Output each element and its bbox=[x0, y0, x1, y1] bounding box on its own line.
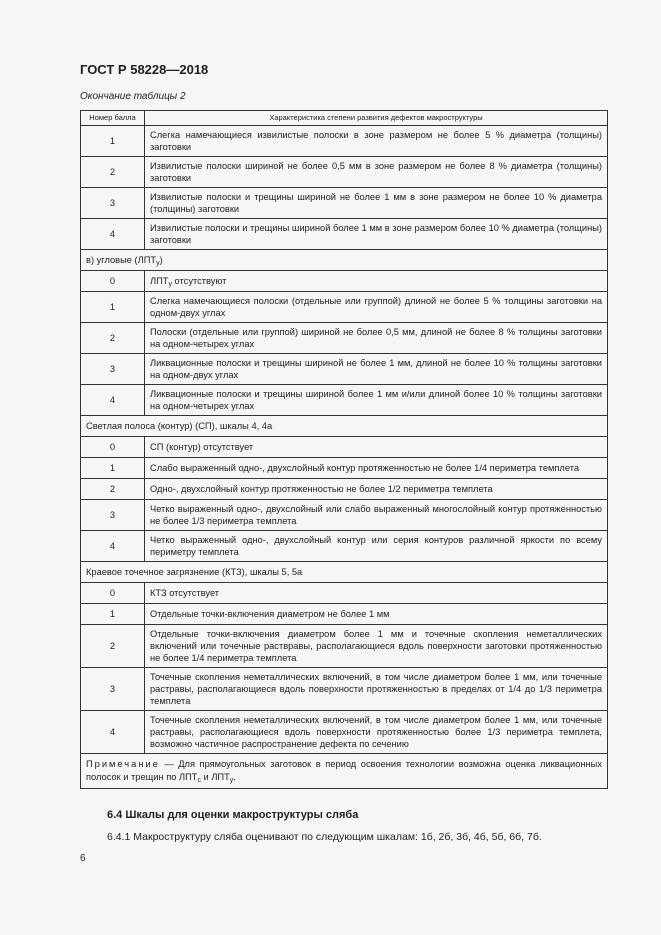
score-cell: 0 bbox=[81, 437, 145, 458]
description-cell: Извилистые полоски шириной не более 0,5 мм в зоне размером не более 8 % диаметра (толщины) заготовки bbox=[145, 157, 608, 188]
score-cell: 3 bbox=[81, 188, 145, 219]
score-cell: 4 bbox=[81, 385, 145, 416]
description-cell: Четко выраженный одно-, двухслойный или слабо выраженный многослойный контур протяженностью не более 1/3 периметра темплета bbox=[145, 500, 608, 531]
table-note: Примечание — Для прямоугольных заготовок в период освоения технологии возможна оценка ликвационных полосок и трещин по $ЛПТ_с$ и $ЛПТ_у$. bbox=[81, 754, 608, 789]
score-cell: 1 bbox=[81, 126, 145, 157]
section-row-edge-contamination bbox=[81, 562, 608, 583]
table-row bbox=[81, 458, 608, 479]
column-header-description: Характеристика степени развития дефектов макроструктуры bbox=[145, 111, 608, 126]
table-row bbox=[81, 323, 608, 354]
table-row bbox=[81, 604, 608, 625]
table-row bbox=[81, 157, 608, 188]
table-row bbox=[81, 711, 608, 754]
defects-table bbox=[80, 110, 608, 789]
score-cell: 4 bbox=[81, 219, 145, 250]
description-cell: Точечные скопления неметаллических включений, в том числе диаметром более 1 мм, или точечные растравы, располагающиеся вдоль поверхности протяженностью в пределах от 1/4 до 1/3 периметра темплета bbox=[145, 668, 608, 711]
description-cell: Точечные скопления неметаллических включений, в том числе диаметром более 1 мм, или точечные растравы, располагающиеся вдоль поверхности протяженностью более 1/3 периметра темплета, возможно частичное распространение дефекта по сечению bbox=[145, 711, 608, 754]
description-cell: Четко выраженный одно-, двухслойный контур или серия контуров различной яркости по всему периметру темплета bbox=[145, 531, 608, 562]
description-cell: Извилистые полоски и трещины шириной не более 1 мм в зоне размером не более 10 % диаметра (толщины) заготовки bbox=[145, 188, 608, 219]
table-row bbox=[81, 188, 608, 219]
description-cell: СП (контур) отсутствует bbox=[145, 437, 608, 458]
table-row bbox=[81, 531, 608, 562]
score-cell: 3 bbox=[81, 668, 145, 711]
description-cell: Слегка намечающиеся полоски (отдельные или группой) длиной не более 5 % толщины заготовки на одном-двух углах bbox=[145, 292, 608, 323]
table-note-row bbox=[81, 754, 608, 789]
section-label: Краевое точечное загрязнение (КТЗ), шкалы 5, 5а bbox=[81, 562, 608, 583]
description-cell: Ликвационные полоски и трещины шириной не более 1 мм, длиной не более 10 % толщины заготовки на одном-двух углах bbox=[145, 354, 608, 385]
description-cell: Отдельные точки-включения диаметром более 1 мм и точечные скопления неметаллических включений или точечные раствравы, располагающиеся вдоль поверхности заготовки протяженностью не более 1/4 периметра темплета bbox=[145, 625, 608, 668]
table-row bbox=[81, 583, 608, 604]
table-row bbox=[81, 219, 608, 250]
description-cell: Слегка намечающиеся извилистые полоски в зоне размером не более 5 % диаметра (толщины) заготовки bbox=[145, 126, 608, 157]
table-row bbox=[81, 437, 608, 458]
table-row bbox=[81, 271, 608, 292]
description-cell: КТЗ отсутствует bbox=[145, 583, 608, 604]
note-label: Примечание bbox=[86, 759, 160, 769]
score-cell: 0 bbox=[81, 583, 145, 604]
description-cell: Отдельные точки-включения диаметром не более 1 мм bbox=[145, 604, 608, 625]
description-cell: Ликвационные полоски и трещины шириной более 1 мм и/или длиной более 10 % толщины заготовки на одном-четырех углах bbox=[145, 385, 608, 416]
page-number: 6 bbox=[80, 853, 86, 864]
description-cell: Слабо выраженный одно-, двухслойный контур протяженностью не более 1/4 периметра темплета bbox=[145, 458, 608, 479]
section-row-light-band bbox=[81, 416, 608, 437]
document-code: ГОСТ Р 58228—2018 bbox=[80, 62, 209, 77]
score-cell: 1 bbox=[81, 292, 145, 323]
table-row bbox=[81, 500, 608, 531]
table-row bbox=[81, 479, 608, 500]
column-header-number: Номер балла bbox=[81, 111, 145, 126]
table-row bbox=[81, 625, 608, 668]
score-cell: 2 bbox=[81, 625, 145, 668]
description-cell: Полоски (отдельные или группой) шириной не более 0,5 мм, длиной не более 8 % толщины заготовки на одном-четырех углах bbox=[145, 323, 608, 354]
score-cell: 2 bbox=[81, 157, 145, 188]
score-cell: 1 bbox=[81, 604, 145, 625]
section-heading: 6.4 Шкалы для оценки макроструктуры сляба bbox=[107, 809, 359, 821]
score-cell: 4 bbox=[81, 531, 145, 562]
score-cell: 1 bbox=[81, 458, 145, 479]
paragraph: 6.4.1 Макроструктуру сляба оценивают по следующим шкалам: 1б, 2б, 3б, 4б, 5б, 6б, 7б. bbox=[107, 831, 542, 843]
description-cell: Одно-, двухслойный контур протяженностью не более 1/2 периметра темплета bbox=[145, 479, 608, 500]
score-cell: 3 bbox=[81, 500, 145, 531]
table-caption: Окончание таблицы 2 bbox=[80, 91, 186, 102]
table-row bbox=[81, 354, 608, 385]
score-cell: 2 bbox=[81, 323, 145, 354]
section-label: Светлая полоса (контур) (СП), шкалы 4, 4а bbox=[81, 416, 608, 437]
section-label: в) угловые $(ЛПТ_у)$ bbox=[81, 250, 608, 271]
section-row-corner bbox=[81, 250, 608, 271]
score-cell: 4 bbox=[81, 711, 145, 754]
score-cell: 3 bbox=[81, 354, 145, 385]
table-row bbox=[81, 385, 608, 416]
description-cell: $ЛПТ_у$ отсутствуют bbox=[145, 271, 608, 292]
table-row bbox=[81, 668, 608, 711]
score-cell: 0 bbox=[81, 271, 145, 292]
description-cell: Извилистые полоски и трещины шириной более 1 мм в зоне размером более 10 % диаметра (толщины) заготовки bbox=[145, 219, 608, 250]
score-cell: 2 bbox=[81, 479, 145, 500]
table-row bbox=[81, 126, 608, 157]
table-header-row bbox=[81, 111, 608, 126]
table-row bbox=[81, 292, 608, 323]
